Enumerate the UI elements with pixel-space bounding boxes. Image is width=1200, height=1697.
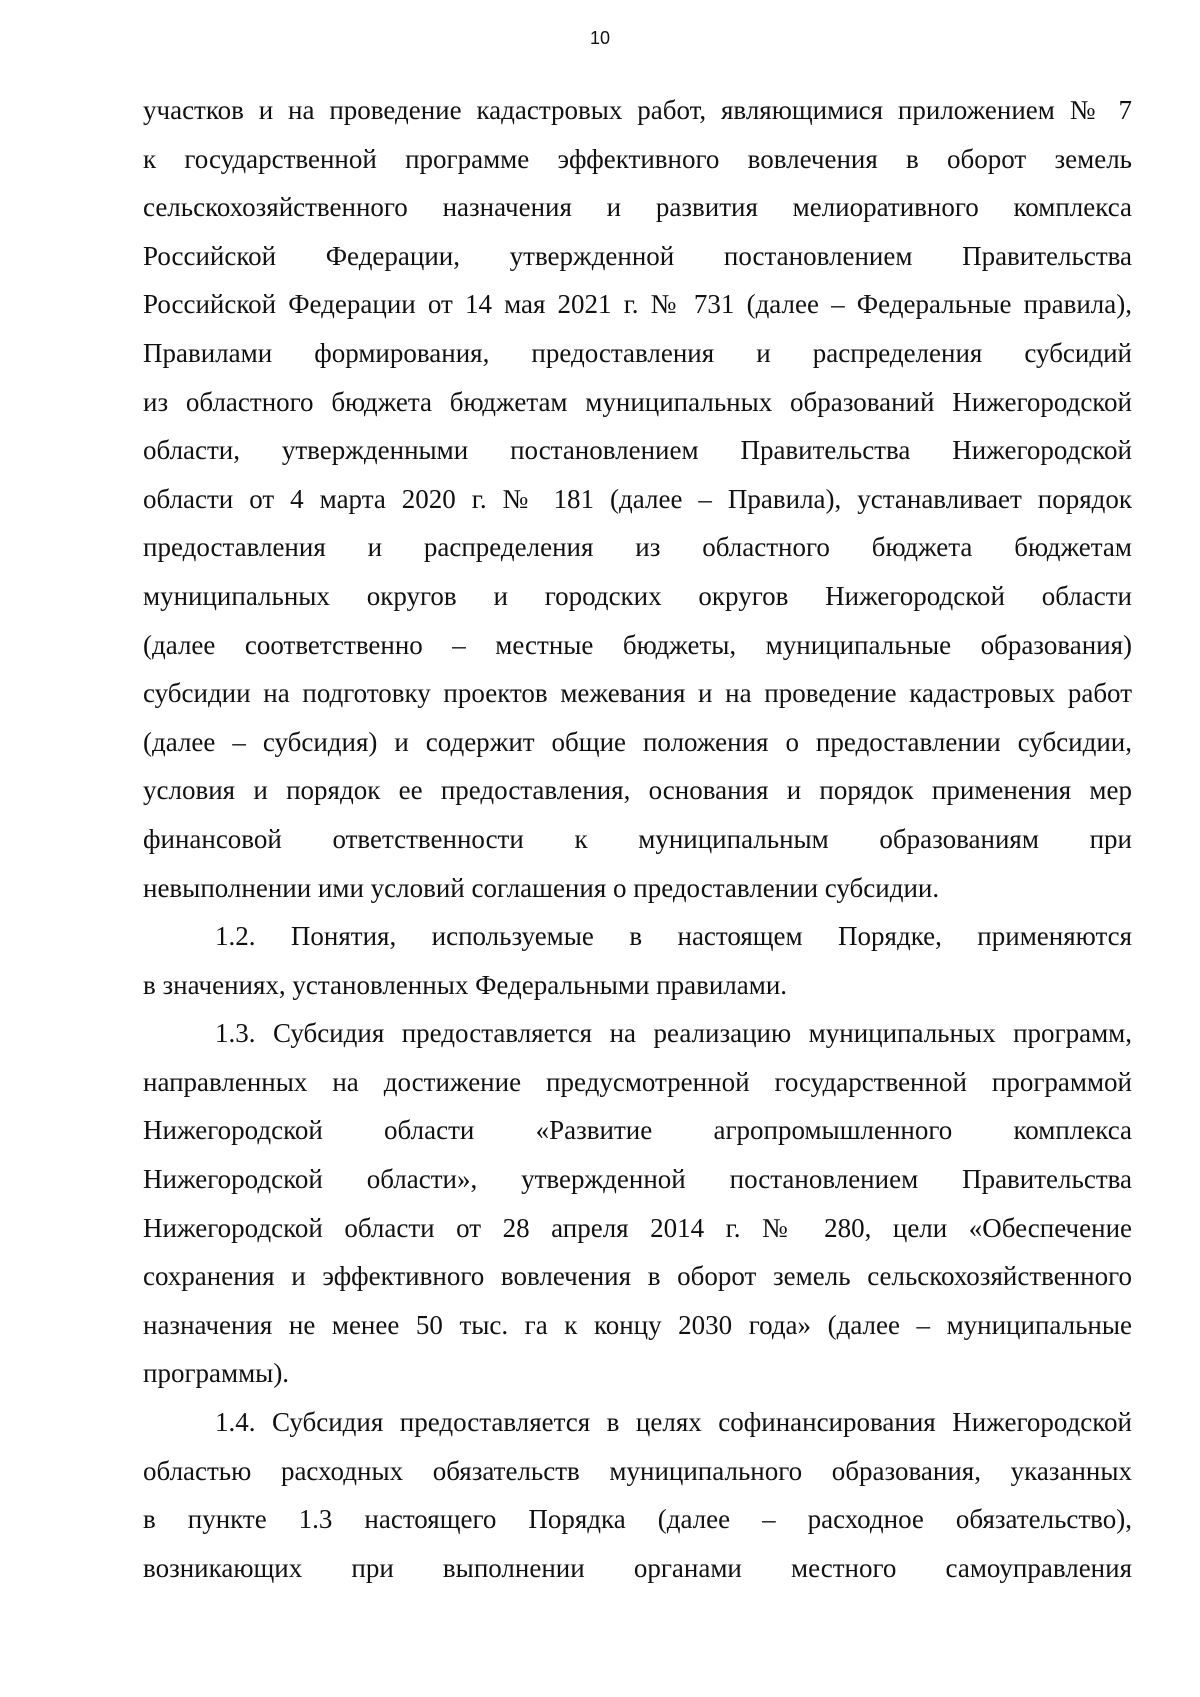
text-line: Нижегородской области «Развитие агропромышленного комплекса bbox=[143, 1115, 1132, 1146]
text-line: программы). bbox=[143, 1358, 290, 1389]
text-line: в значениях, установленных Федеральными правилами. bbox=[143, 969, 788, 1000]
paragraph-1-2-first-line: 1.2. Понятия, используемые в настоящем Порядке, применяются bbox=[215, 921, 1132, 952]
text-line: невыполнении ими условий соглашения о предоставлении субсидии. bbox=[143, 872, 940, 903]
text-line: Нижегородской области от 28 апреля 2014 г. № 280, цели «Обеспечение bbox=[143, 1212, 1132, 1243]
text-line: направленных на достижение предусмотренной государственной программой bbox=[143, 1066, 1132, 1097]
document-body bbox=[143, 86, 1132, 1592]
text-line: Российской Федерации от 14 мая 2021 г. № 731 (далее – Федеральные правила), bbox=[143, 289, 1132, 320]
text-line: Нижегородской области», утвержденной постановлением Правительства bbox=[143, 1164, 1132, 1195]
text-line: области, утвержденными постановлением Правительства Нижегородской bbox=[143, 435, 1132, 466]
text-line: финансовой ответственности к муниципальным образованиям при bbox=[143, 823, 1132, 854]
paragraph-1-3-first-line: 1.3. Субсидия предоставляется на реализацию муниципальных программ, bbox=[215, 1018, 1132, 1049]
text-line: субсидии на подготовку проектов межевания и на проведение кадастровых работ bbox=[143, 678, 1132, 709]
text-line: Российской Федерации, утвержденной постановлением Правительства bbox=[143, 240, 1132, 271]
text-line: муниципальных округов и городских округов Нижегородской области bbox=[143, 580, 1132, 611]
text-line: областью расходных обязательств муниципального образования, указанных bbox=[143, 1455, 1132, 1486]
text-line: сохранения и эффективного вовлечения в оборот земель сельскохозяйственного bbox=[143, 1261, 1132, 1292]
text-line: условия и порядок ее предоставления, основания и порядок применения мер bbox=[143, 775, 1132, 806]
text-line: участков и на проведение кадастровых работ, являющимися приложением № 7 bbox=[143, 95, 1132, 125]
text-line: назначения не менее 50 тыс. га к концу 2030 года» (далее – муниципальные bbox=[143, 1309, 1132, 1340]
text-line: в пункте 1.3 настоящего Порядка (далее – расходное обязательство), bbox=[143, 1504, 1132, 1535]
text-line: к государственной программе эффективного вовлечения в оборот земель bbox=[143, 143, 1132, 174]
text-line: (далее соответственно – местные бюджеты, муниципальные образования) bbox=[143, 629, 1132, 660]
page-number: 10 bbox=[589, 28, 611, 48]
text-line: из областного бюджета бюджетам муниципальных образований Нижегородской bbox=[143, 386, 1132, 417]
text-line: Правилами формирования, предоставления и распределения субсидий bbox=[143, 337, 1132, 368]
text-line: сельскохозяйственного назначения и развития мелиоративного комплекса bbox=[143, 192, 1132, 223]
paragraph-1-4-first-line: 1.4. Субсидия предоставляется в целях софинансирования Нижегородской bbox=[215, 1407, 1132, 1438]
text-line: (далее – субсидия) и содержит общие положения о предоставлении субсидии, bbox=[143, 726, 1132, 757]
text-line: области от 4 марта 2020 г. № 181 (далее – Правила), устанавливает порядок bbox=[143, 483, 1132, 514]
text-line: предоставления и распределения из областного бюджета бюджетам bbox=[143, 532, 1132, 563]
text-line: возникающих при выполнении органами местного самоуправления bbox=[143, 1552, 1132, 1583]
